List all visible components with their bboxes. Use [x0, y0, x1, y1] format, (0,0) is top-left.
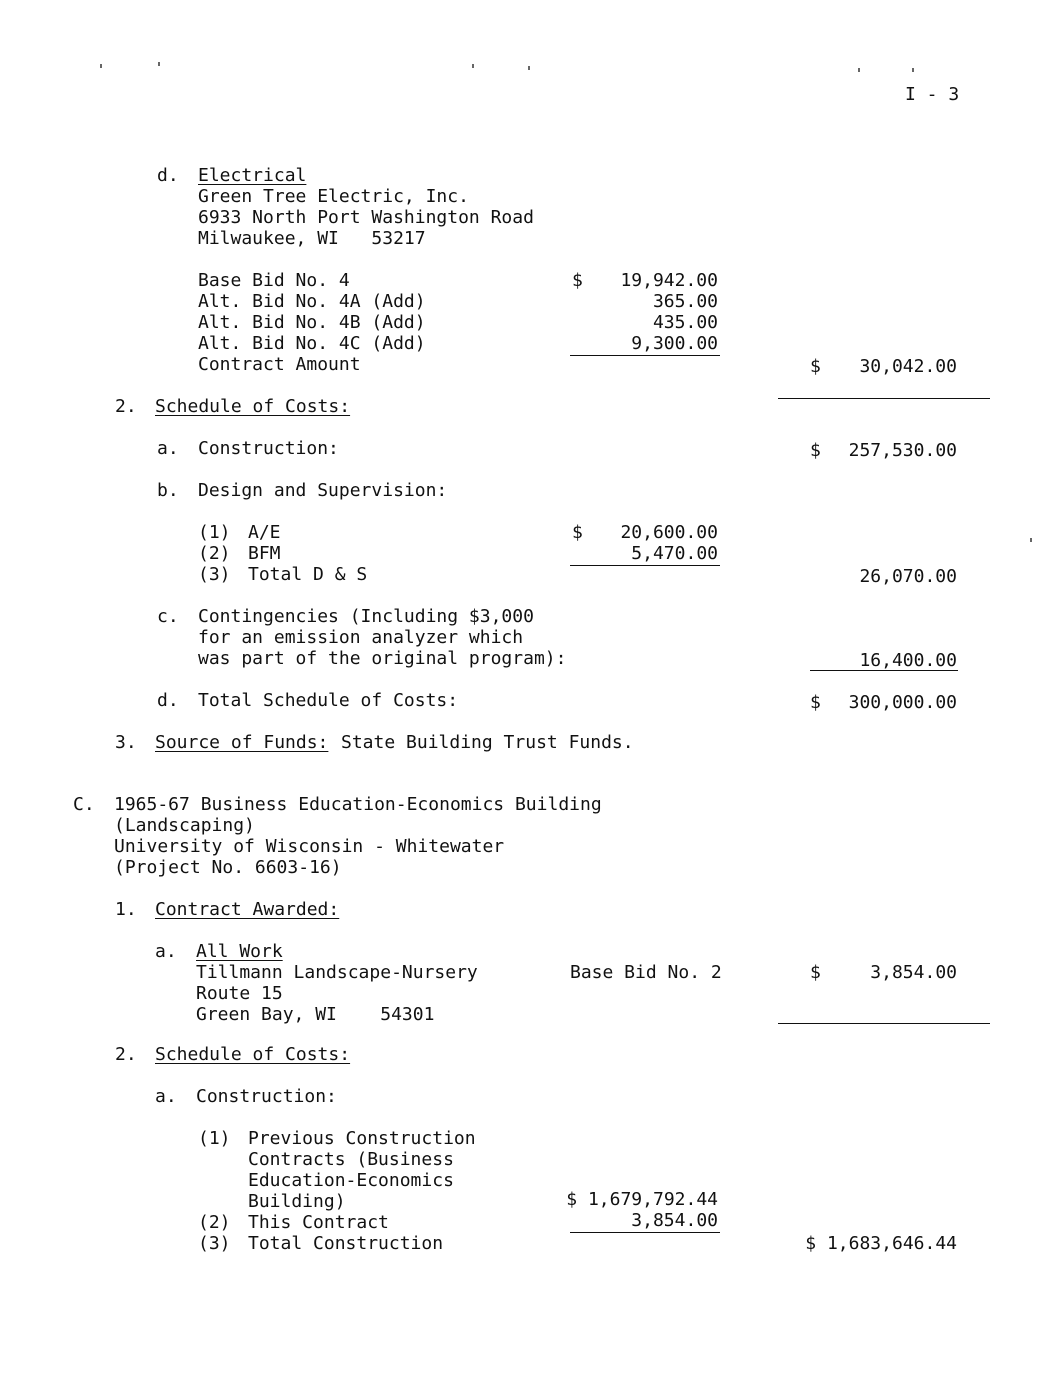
sub-item-amount: 5,470.00 — [631, 543, 718, 564]
total-schedule-amount: 300,000.00 — [848, 692, 957, 713]
bid-label: Alt. Bid No. 4B (Add) — [198, 312, 426, 333]
section-title-electrical: Electrical — [198, 165, 307, 186]
total-construction-amount: $ 1,683,646.44 — [805, 1233, 957, 1254]
item-letter: a. — [157, 438, 179, 459]
currency-symbol: $ — [572, 522, 583, 543]
source-of-funds-text: State Building Trust Funds. — [341, 732, 634, 753]
all-work-title: All Work — [196, 941, 283, 962]
bid-label: Alt. Bid No. 4C (Add) — [198, 333, 426, 354]
sub-item-amount: 20,600.00 — [620, 522, 718, 543]
sub-item-number: (3) — [198, 1233, 231, 1254]
contract-award-amount: 3,854.00 — [870, 962, 957, 983]
sub-item-label: A/E — [248, 522, 281, 543]
item-letter: c. — [157, 606, 179, 627]
item-letter: a. — [155, 1086, 177, 1107]
project-line: University of Wisconsin - Whitewater — [114, 836, 505, 857]
source-of-funds-heading: Source of Funds: — [155, 732, 329, 753]
schedule-of-costs-heading: Schedule of Costs: — [155, 396, 351, 417]
contingencies-total: 16,400.00 — [859, 650, 957, 671]
scan-speck — [100, 64, 102, 68]
sub-item-number: (3) — [198, 564, 231, 585]
sub-item-line: Education-Economics — [248, 1170, 454, 1191]
contingencies-line: for an emission analyzer which — [198, 627, 524, 648]
project-line: 1965-67 Business Education-Economics Building — [114, 794, 602, 815]
subtotal-rule — [570, 355, 720, 356]
contract-awarded-heading: Contract Awarded: — [155, 899, 340, 920]
currency-symbol: $ — [810, 440, 821, 461]
sub-item-label: Total Construction — [248, 1233, 444, 1254]
contract-amount-label: Contract Amount — [198, 354, 361, 375]
sub-item-number: (2) — [198, 1212, 231, 1233]
sub-item-line: Building) — [248, 1191, 346, 1212]
sub-item-line: Contracts (Business — [248, 1149, 454, 1170]
item-letter: d. — [157, 690, 179, 711]
total-schedule-label: Total Schedule of Costs: — [198, 690, 459, 711]
sub-item-number: (1) — [198, 522, 231, 543]
address-line: Milwaukee, WI 53217 — [198, 228, 426, 249]
construction-total: 257,530.00 — [848, 440, 957, 461]
section-letter: C. — [73, 794, 95, 815]
item-number: 3. — [115, 732, 137, 753]
currency-symbol: $ — [572, 270, 583, 291]
currency-symbol: $ — [810, 692, 821, 713]
bid-amount: 365.00 — [652, 291, 718, 312]
sub-item-line: Previous Construction — [248, 1128, 476, 1149]
design-supervision-total: 26,070.00 — [859, 566, 957, 587]
bid-amount: 19,942.00 — [620, 270, 718, 291]
address-line: Tillmann Landscape-Nursery — [196, 962, 478, 983]
sub-item-number: (2) — [198, 543, 231, 564]
construction-label: Construction: — [196, 1086, 337, 1107]
scan-speck — [1030, 538, 1032, 542]
address-line: Green Tree Electric, Inc. — [198, 186, 469, 207]
sub-item-label: This Contract — [248, 1212, 389, 1233]
item-number: 1. — [115, 899, 137, 920]
total-rule — [778, 1023, 990, 1024]
bid-label: Alt. Bid No. 4A (Add) — [198, 291, 426, 312]
address-line: Green Bay, WI 54301 — [196, 1004, 435, 1025]
item-number: 2. — [115, 396, 137, 417]
design-supervision-label: Design and Supervision: — [198, 480, 448, 501]
total-rule — [778, 398, 990, 399]
scan-speck — [158, 62, 160, 66]
bid-amount: 9,300.00 — [631, 333, 718, 354]
subtotal-rule — [570, 565, 720, 566]
project-line: (Landscaping) — [114, 815, 255, 836]
contingencies-line: Contingencies (Including $3,000 — [198, 606, 534, 627]
scan-speck — [912, 68, 914, 72]
project-line: (Project No. 6603-16) — [114, 857, 342, 878]
construction-label: Construction: — [198, 438, 339, 459]
item-letter: b. — [157, 480, 179, 501]
item-letter: a. — [155, 941, 177, 962]
subtotal-rule — [570, 1232, 720, 1233]
scan-speck — [472, 64, 474, 68]
schedule-of-costs-heading: Schedule of Costs: — [155, 1044, 351, 1065]
sub-item-number: (1) — [198, 1128, 231, 1149]
sub-item-label: BFM — [248, 543, 281, 564]
base-bid-label: Base Bid No. 2 — [570, 962, 722, 983]
currency-symbol: $ — [810, 962, 821, 983]
bid-label: Base Bid No. 4 — [198, 270, 350, 291]
scan-speck — [858, 68, 860, 72]
address-line: 6933 North Port Washington Road — [198, 207, 534, 228]
contract-amount-total: 30,042.00 — [859, 356, 957, 377]
contingencies-line: was part of the original program): — [198, 648, 567, 669]
page-number: I - 3 — [905, 84, 960, 105]
previous-contracts-amount: $ 1,679,792.44 — [566, 1189, 718, 1210]
sub-item-label: Total D & S — [248, 564, 368, 585]
item-number: 2. — [115, 1044, 137, 1065]
bid-amount: 435.00 — [652, 312, 718, 333]
scan-speck — [528, 66, 530, 70]
item-letter: d. — [157, 165, 179, 186]
this-contract-amount: 3,854.00 — [631, 1210, 718, 1231]
address-line: Route 15 — [196, 983, 283, 1004]
currency-symbol: $ — [810, 356, 821, 377]
